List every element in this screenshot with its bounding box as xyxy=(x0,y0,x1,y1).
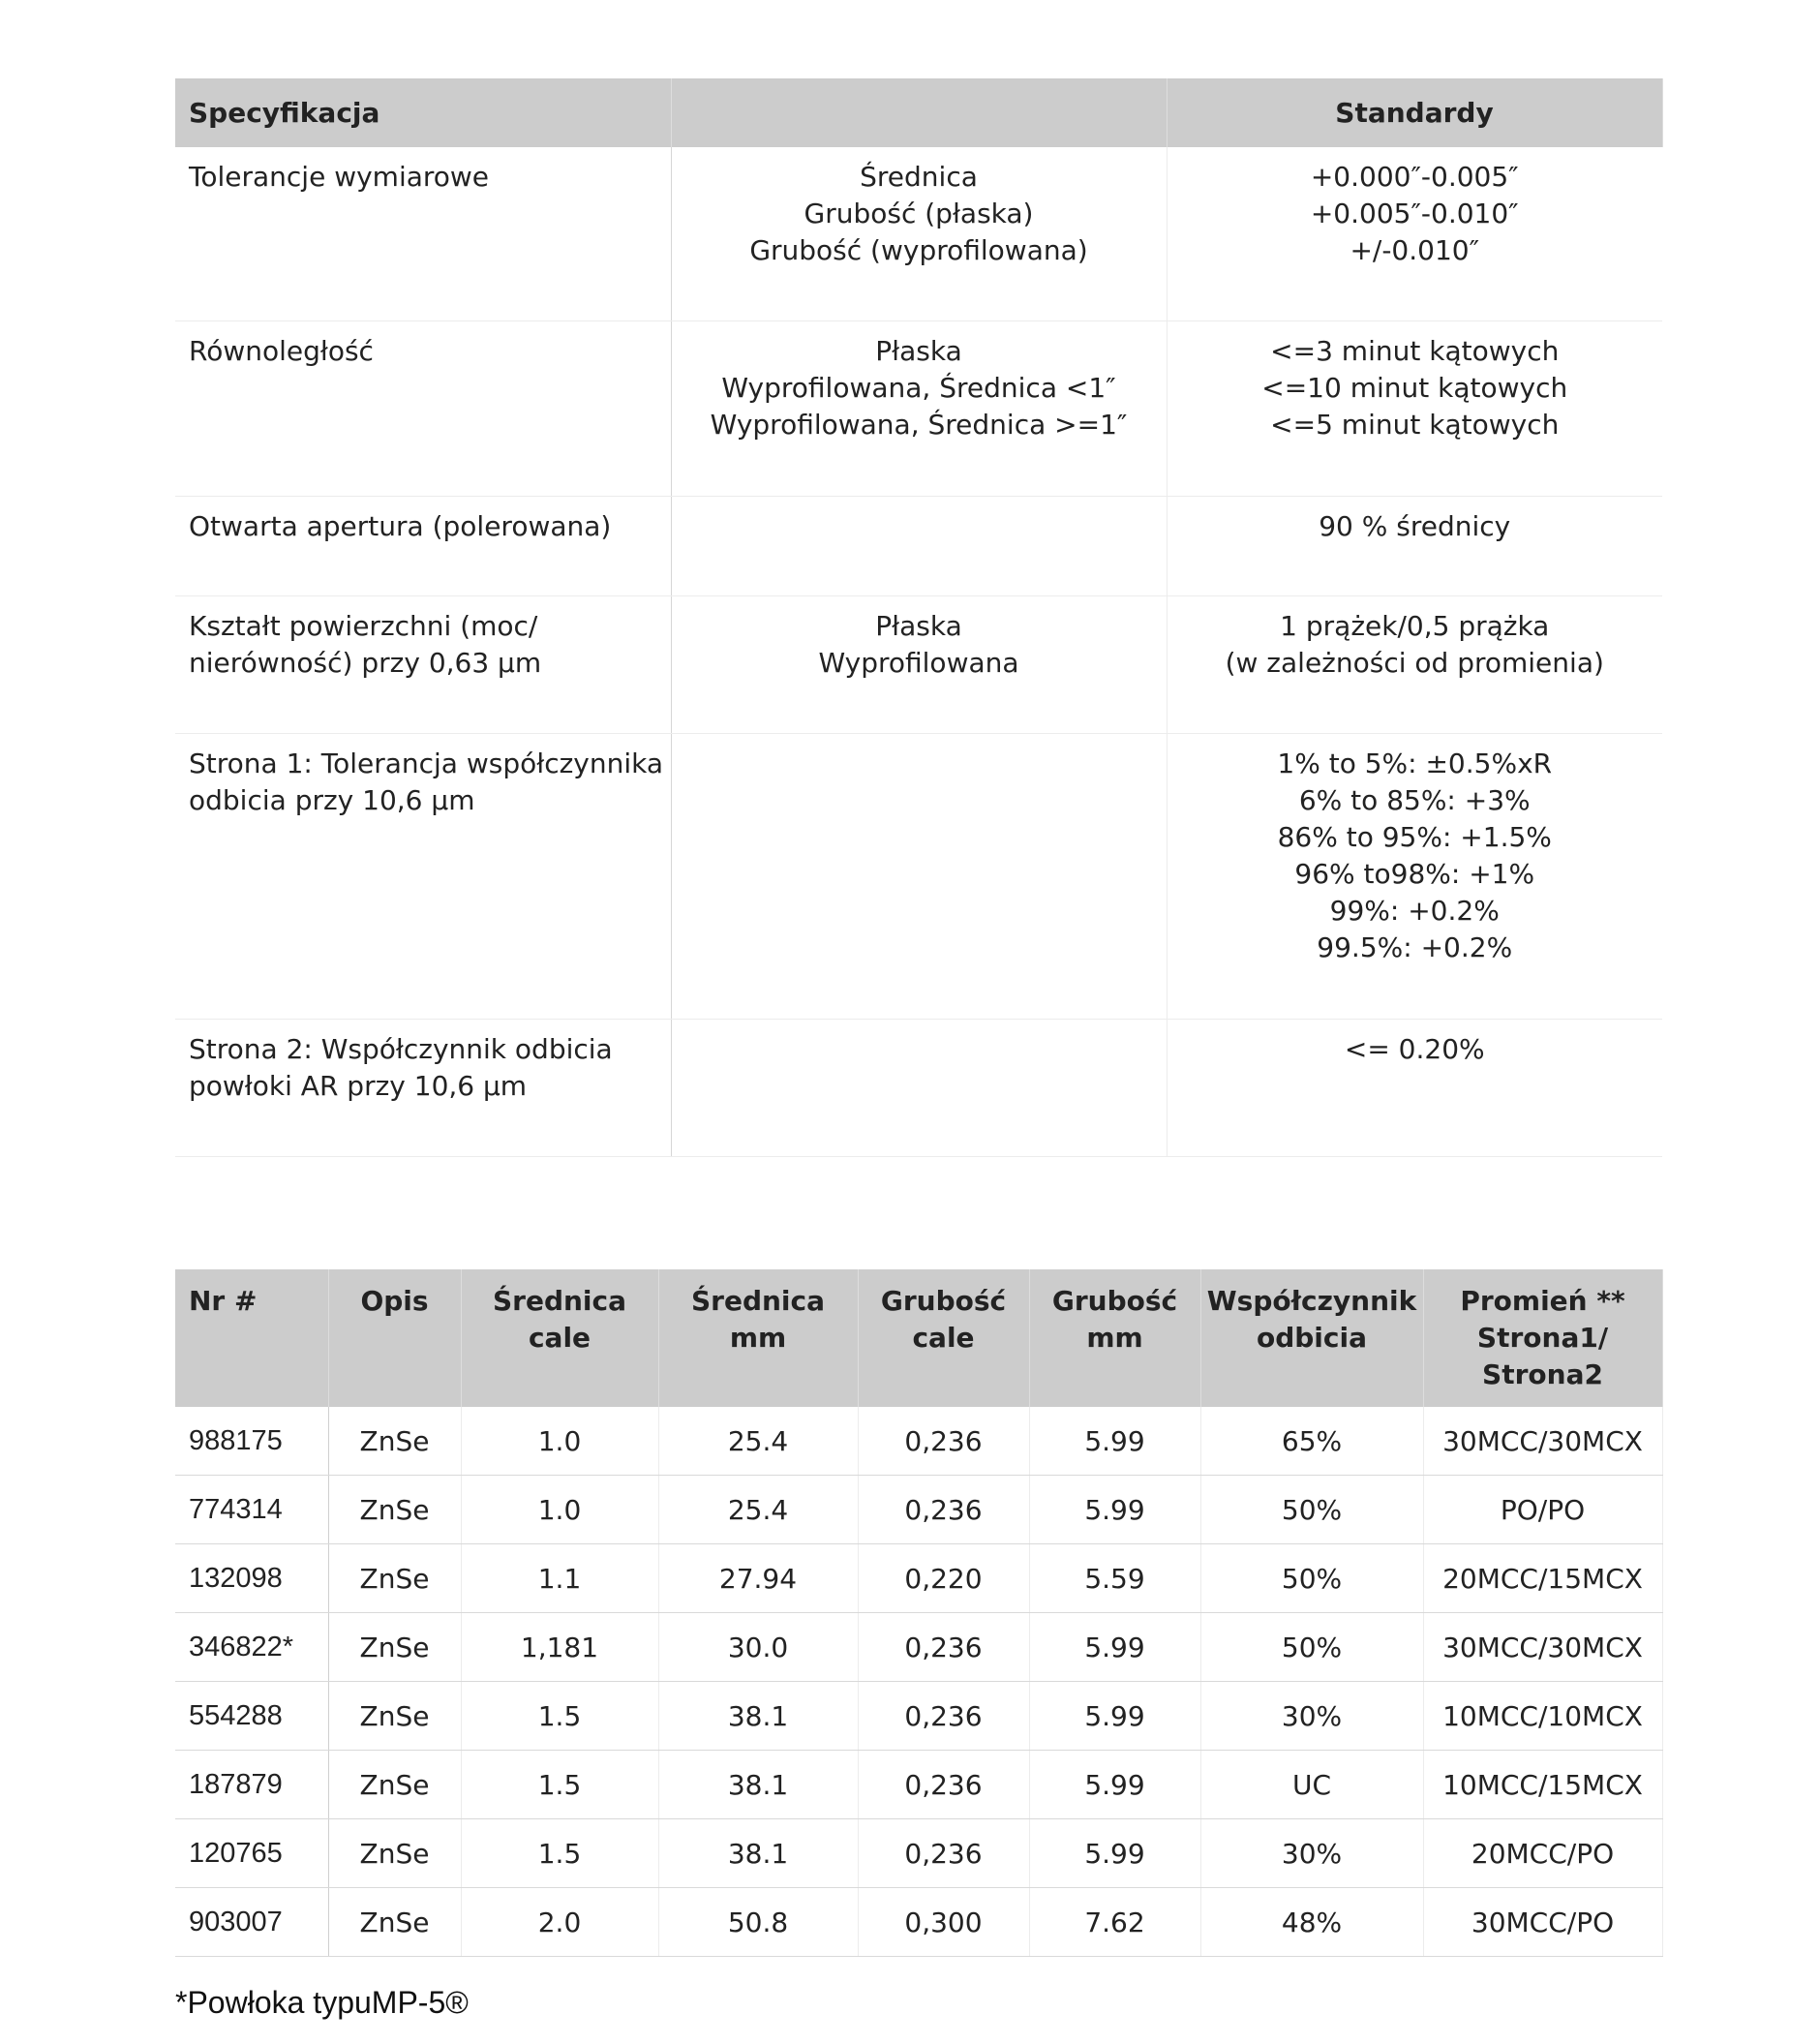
footnote: *Powłoka typuMP-5® xyxy=(175,1985,469,2020)
spec-row-side2-ar-reflectance xyxy=(175,1020,1662,1157)
spec-name-cell xyxy=(175,1020,671,1157)
spec-standard-line: 1% to 5%: ±0.5%xR xyxy=(1277,747,1553,779)
cell-diameter-in: 1.0 xyxy=(461,1476,658,1544)
cell-description: ZnSe xyxy=(328,1751,461,1819)
header-line: Grubość xyxy=(1051,1285,1178,1317)
table-row xyxy=(175,1544,1662,1613)
cell-description: ZnSe xyxy=(328,1682,461,1751)
cell-diameter-mm: 38.1 xyxy=(658,1819,858,1888)
cell-thickness-mm: 5.99 xyxy=(1029,1751,1200,1819)
header-description xyxy=(328,1269,461,1407)
spec-sub-cell xyxy=(671,1020,1167,1157)
spec-name-cell xyxy=(175,734,671,1020)
spec-standard-line: 90 % średnicy xyxy=(1319,510,1511,542)
header-line: Promień ** xyxy=(1460,1285,1625,1317)
cell-reflectance: UC xyxy=(1200,1751,1423,1819)
header-diameter-mm xyxy=(658,1269,858,1407)
cell-diameter-in: 1.0 xyxy=(461,1407,658,1476)
spec-name-line: Tolerancje wymiarowe xyxy=(189,161,490,193)
spec-sub-line: Wyprofilowana, Średnica >=1″ xyxy=(710,409,1128,441)
spec-row-dimensional-tolerances xyxy=(175,147,1662,321)
spec-name-line: Otwarta apertura (polerowana) xyxy=(189,510,612,542)
spec-sub-cell xyxy=(671,734,1167,1020)
header-thickness-in xyxy=(858,1269,1029,1407)
header-reflectance xyxy=(1200,1269,1423,1407)
table-row xyxy=(175,1751,1662,1819)
cell-radius: 20MCC/15MCX xyxy=(1423,1544,1662,1613)
spec-standard-line: 99%: +0.2% xyxy=(1329,895,1500,927)
cell-reflectance: 30% xyxy=(1200,1682,1423,1751)
products-header-row xyxy=(175,1269,1662,1407)
spec-header-specification: Specyfikacja xyxy=(175,78,671,147)
header-line: Strona1/ xyxy=(1476,1322,1609,1354)
cell-thickness-in: 0,220 xyxy=(858,1544,1029,1613)
spec-standard-cell xyxy=(1167,734,1662,1020)
cell-thickness-in: 0,236 xyxy=(858,1682,1029,1751)
spec-header-blank xyxy=(671,78,1167,147)
spec-name-line: nierówność) przy 0,63 µm xyxy=(189,647,542,679)
cell-thickness-mm: 5.99 xyxy=(1029,1819,1200,1888)
header-radius xyxy=(1423,1269,1662,1407)
cell-diameter-in: 1.5 xyxy=(461,1751,658,1819)
table-row xyxy=(175,1407,1662,1476)
table-row xyxy=(175,1682,1662,1751)
cell-diameter-in: 1.1 xyxy=(461,1544,658,1613)
spec-sub-line: Grubość (wyprofilowana) xyxy=(749,234,1088,266)
cell-thickness-in: 0,236 xyxy=(858,1819,1029,1888)
spec-row-clear-aperture xyxy=(175,497,1662,596)
spec-standard-line: <= 0.20% xyxy=(1344,1033,1485,1065)
cell-radius: 10MCC/10MCX xyxy=(1423,1682,1662,1751)
cell-reflectance: 30% xyxy=(1200,1819,1423,1888)
table-row xyxy=(175,1476,1662,1544)
cell-reflectance: 50% xyxy=(1200,1613,1423,1682)
cell-description: ZnSe xyxy=(328,1407,461,1476)
cell-thickness-mm: 5.99 xyxy=(1029,1476,1200,1544)
spec-name-line: Strona 2: Współczynnik odbicia xyxy=(189,1033,613,1065)
cell-reflectance: 50% xyxy=(1200,1544,1423,1613)
cell-part-number: 346822* xyxy=(175,1613,328,1682)
spec-standard-cell xyxy=(1167,321,1662,497)
cell-thickness-in: 0,236 xyxy=(858,1613,1029,1682)
spec-standard-line: <=10 minut kątowych xyxy=(1261,372,1568,404)
header-line: odbicia xyxy=(1256,1322,1367,1354)
cell-thickness-mm: 5.99 xyxy=(1029,1613,1200,1682)
spec-standard-line: +/-0.010″ xyxy=(1350,234,1480,266)
header-line: cale xyxy=(528,1322,592,1354)
spec-standard-cell xyxy=(1167,596,1662,734)
cell-description: ZnSe xyxy=(328,1888,461,1957)
header-thickness-mm xyxy=(1029,1269,1200,1407)
spec-row-surface-figure xyxy=(175,596,1662,734)
cell-description: ZnSe xyxy=(328,1819,461,1888)
header-line: Strona2 xyxy=(1482,1358,1603,1390)
cell-thickness-in: 0,300 xyxy=(858,1888,1029,1957)
cell-reflectance: 65% xyxy=(1200,1407,1423,1476)
spec-standard-line: +0.005″-0.010″ xyxy=(1310,198,1519,229)
spec-standard-cell xyxy=(1167,497,1662,596)
spec-name-cell xyxy=(175,147,671,321)
cell-diameter-in: 1,181 xyxy=(461,1613,658,1682)
cell-diameter-in: 1.5 xyxy=(461,1682,658,1751)
cell-radius: PO/PO xyxy=(1423,1476,1662,1544)
cell-part-number: 120765 xyxy=(175,1819,328,1888)
spec-sub-cell xyxy=(671,147,1167,321)
cell-radius: 30MCC/30MCX xyxy=(1423,1613,1662,1682)
cell-reflectance: 48% xyxy=(1200,1888,1423,1957)
spec-sub-line: Wyprofilowana xyxy=(818,647,1019,679)
cell-thickness-mm: 5.59 xyxy=(1029,1544,1200,1613)
table-row xyxy=(175,1613,1662,1682)
cell-thickness-in: 0,236 xyxy=(858,1476,1029,1544)
header-diameter-in xyxy=(461,1269,658,1407)
table-row xyxy=(175,1819,1662,1888)
header-line: Opis xyxy=(360,1285,429,1317)
specification-table xyxy=(175,78,1663,1157)
cell-radius: 30MCC/30MCX xyxy=(1423,1407,1662,1476)
cell-radius: 10MCC/15MCX xyxy=(1423,1751,1662,1819)
spec-standard-cell xyxy=(1167,1020,1662,1157)
spec-standard-line: (w zależności od promienia) xyxy=(1225,647,1604,679)
header-line: mm xyxy=(1086,1322,1143,1354)
cell-radius: 20MCC/PO xyxy=(1423,1819,1662,1888)
header-line: cale xyxy=(912,1322,975,1354)
header-line: Nr # xyxy=(189,1285,258,1317)
header-part-number xyxy=(175,1269,328,1407)
spec-name-line: powłoki AR przy 10,6 µm xyxy=(189,1070,528,1102)
header-line: Średnica xyxy=(492,1285,627,1317)
cell-diameter-in: 1.5 xyxy=(461,1819,658,1888)
products-body xyxy=(175,1407,1662,1957)
cell-part-number: 187879 xyxy=(175,1751,328,1819)
cell-radius: 30MCC/PO xyxy=(1423,1888,1662,1957)
spec-standard-line: 6% to 85%: +3% xyxy=(1298,784,1531,816)
spec-name-cell xyxy=(175,497,671,596)
cell-part-number: 132098 xyxy=(175,1544,328,1613)
spec-standard-line: 1 prążek/0,5 prążka xyxy=(1280,610,1550,642)
spec-standard-line: <=5 minut kątowych xyxy=(1270,409,1560,441)
cell-thickness-mm: 5.99 xyxy=(1029,1407,1200,1476)
spec-name-line: odbicia przy 10,6 µm xyxy=(189,784,475,816)
cell-diameter-mm: 25.4 xyxy=(658,1476,858,1544)
spec-standard-line: +0.000″-0.005″ xyxy=(1310,161,1519,193)
spec-header-row xyxy=(175,78,1662,147)
cell-thickness-mm: 5.99 xyxy=(1029,1682,1200,1751)
header-line: mm xyxy=(729,1322,787,1354)
spec-sub-line: Grubość (płaska) xyxy=(804,198,1034,229)
spec-sub-cell xyxy=(671,596,1167,734)
cell-thickness-in: 0,236 xyxy=(858,1407,1029,1476)
products-table xyxy=(175,1269,1663,1957)
spec-row-side1-reflectance xyxy=(175,734,1662,1020)
spec-sub-line: Średnica xyxy=(860,161,978,193)
spec-row-parallelism xyxy=(175,321,1662,497)
cell-diameter-mm: 38.1 xyxy=(658,1682,858,1751)
spec-standard-line: 96% to98%: +1% xyxy=(1294,858,1535,890)
cell-diameter-mm: 38.1 xyxy=(658,1751,858,1819)
cell-part-number: 903007 xyxy=(175,1888,328,1957)
spec-sub-cell xyxy=(671,497,1167,596)
spec-name-cell xyxy=(175,596,671,734)
spec-standard-line: 86% to 95%: +1.5% xyxy=(1277,821,1552,853)
cell-thickness-mm: 7.62 xyxy=(1029,1888,1200,1957)
cell-thickness-in: 0,236 xyxy=(858,1751,1029,1819)
spec-standard-cell xyxy=(1167,147,1662,321)
cell-description: ZnSe xyxy=(328,1544,461,1613)
cell-part-number: 554288 xyxy=(175,1682,328,1751)
cell-part-number: 774314 xyxy=(175,1476,328,1544)
cell-diameter-mm: 27.94 xyxy=(658,1544,858,1613)
spec-header-standards: Standardy xyxy=(1167,78,1662,147)
cell-diameter-in: 2.0 xyxy=(461,1888,658,1957)
spec-name-line: Strona 1: Tolerancja współczynnika xyxy=(189,747,664,779)
table-row xyxy=(175,1888,1662,1957)
cell-part-number: 988175 xyxy=(175,1407,328,1476)
cell-reflectance: 50% xyxy=(1200,1476,1423,1544)
spec-name-line: Kształt powierzchni (moc/ xyxy=(189,610,538,642)
spec-sub-line: Płaska xyxy=(875,335,962,367)
header-line: Grubość xyxy=(880,1285,1007,1317)
cell-description: ZnSe xyxy=(328,1476,461,1544)
header-line: Współczynnik xyxy=(1206,1285,1417,1317)
cell-diameter-mm: 30.0 xyxy=(658,1613,858,1682)
spec-sub-line: Wyprofilowana, Średnica <1″ xyxy=(721,372,1116,404)
spec-sub-line: Płaska xyxy=(875,610,962,642)
cell-description: ZnSe xyxy=(328,1613,461,1682)
spec-name-line: Równoległość xyxy=(189,335,374,367)
spec-name-cell xyxy=(175,321,671,497)
spec-standard-line: 99.5%: +0.2% xyxy=(1317,931,1513,963)
header-line: Średnica xyxy=(690,1285,826,1317)
spec-sub-cell xyxy=(671,321,1167,497)
spec-standard-line: <=3 minut kątowych xyxy=(1270,335,1560,367)
cell-diameter-mm: 50.8 xyxy=(658,1888,858,1957)
cell-diameter-mm: 25.4 xyxy=(658,1407,858,1476)
